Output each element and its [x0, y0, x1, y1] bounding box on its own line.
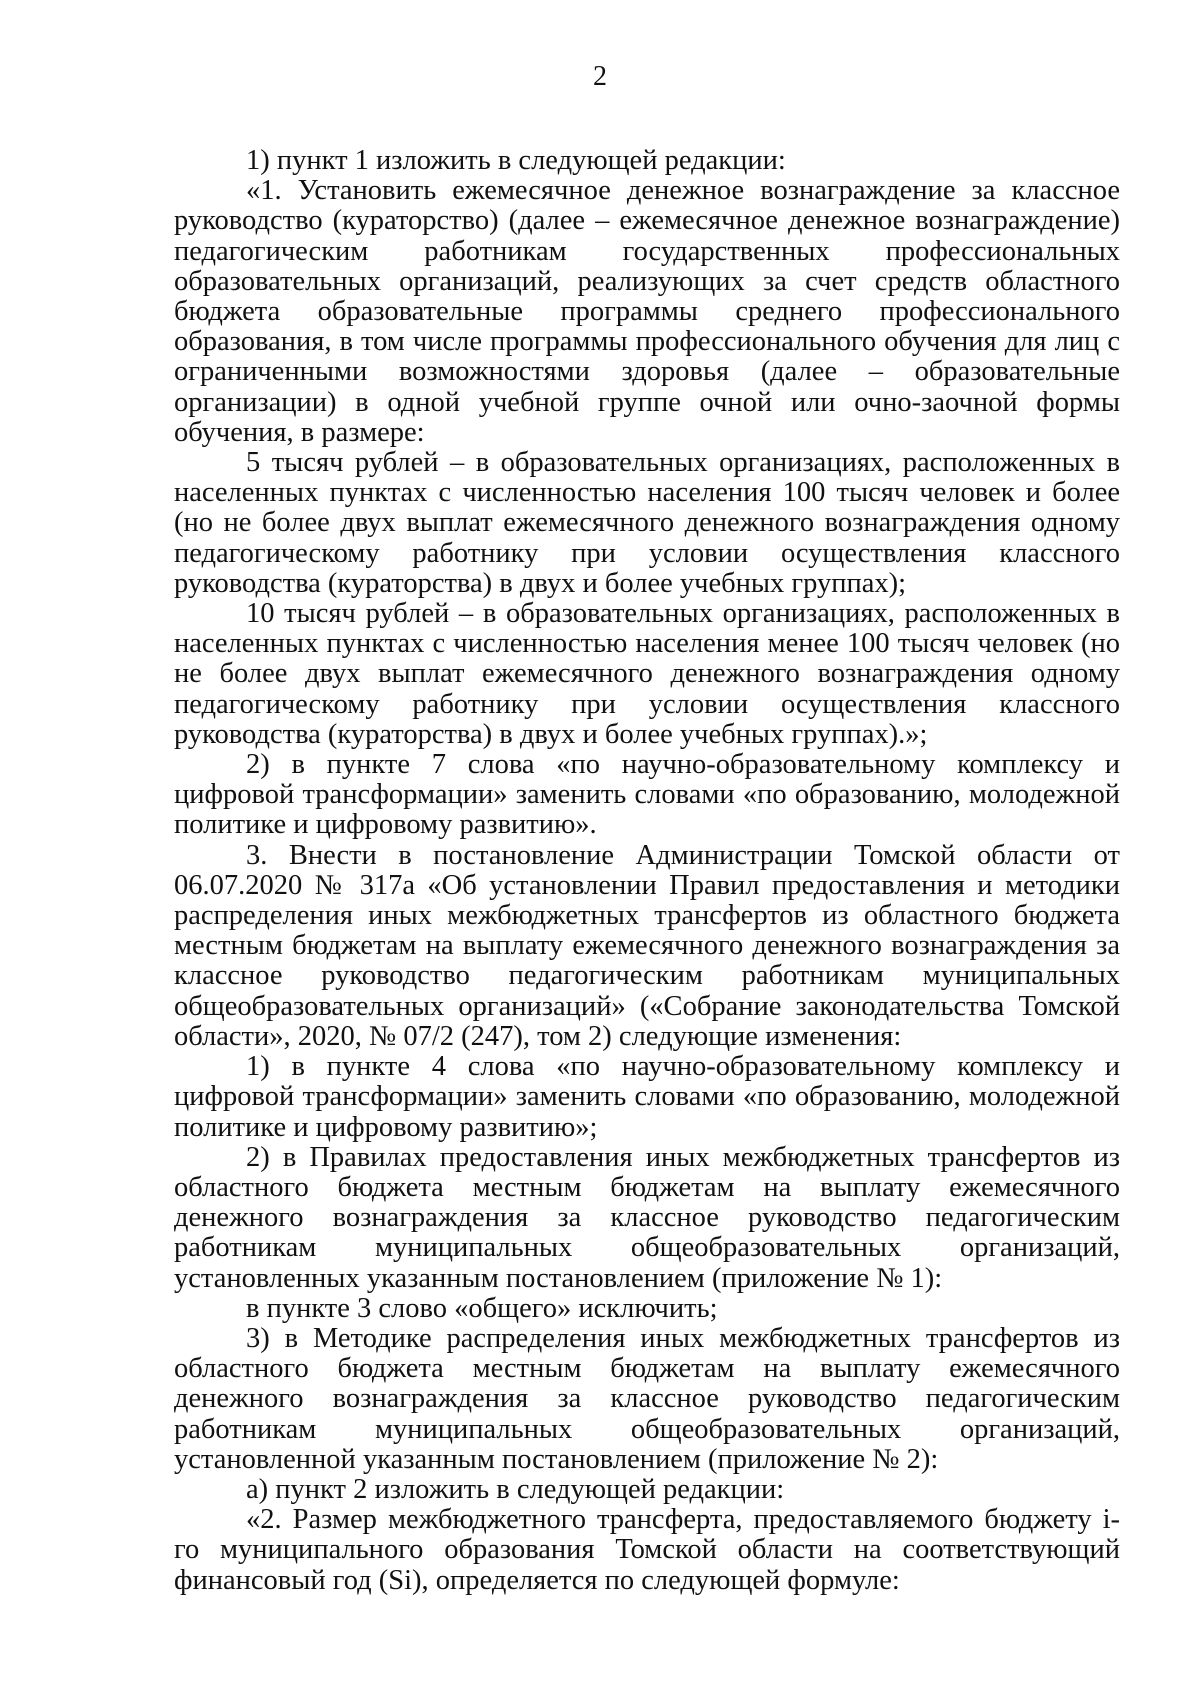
paragraph-section-3-item-1: 1) в пункте 4 слова «по научно-образовательному комплексу и цифровой трансформации» заменить словами «по образованию, молодежной политике и цифровому развитию»; [174, 1051, 1120, 1143]
paragraph-point-3-exclude: в пункте 3 слово «общего» исключить; [246, 1292, 718, 1324]
paragraph-subitem-a: а) пункт 2 изложить в следующей редакции: [246, 1473, 785, 1505]
paragraph-item-1-text: «1. Установить ежемесячное денежное вознаграждение за классное руководство (кураторство) (далее – ежемесячное денежное вознаграждение) педагогическим работникам государственных профессиональных образовательных организаций, реализующих за счет средств областного бюджета образовательные программы среднего профессионального образования, в том числе программы профессионального обучения для лиц с ограниченными возможностями здоровья (далее – образовательные организации) в одной учебной группе очной или очно-заочной формы обучения, в размере: [174, 175, 1120, 448]
paragraph-point-2-text: «2. Размер межбюджетного трансферта, предоставляемого бюджету i-го муниципального образования Томской области на соответствующий финансовый год (Si), определяется по следующей формуле: [174, 1504, 1120, 1596]
paragraph-section-3-item-3: 3) в Методике распределения иных межбюджетных трансфертов из областного бюджета местным бюджетам на выплату ежемесячного денежного вознаграждения за классное руководство педагогическим работникам муниципальных общеобразовательных организаций, установленной указанным постановлением (приложение № 2): [174, 1322, 1120, 1475]
page-number: 2 [593, 61, 607, 92]
paragraph-section-3-item-2: 2) в Правилах предоставления иных межбюджетных трансфертов из областного бюджета местным бюджетам на выплату ежемесячного денежного вознаграждения за классное руководство педагогическим работникам муниципальных общеобразовательных организаций, установленных указанным постановлением (приложение № 1): [174, 1141, 1120, 1294]
paragraph-5-thousand: 5 тысяч рублей – в образовательных организациях, расположенных в населенных пунктах с численностью населения 100 тысяч человек и более (но не более двух выплат ежемесячного денежного вознаграждения одному педагогическому работнику при условии осуществления классного руководства (кураторства) в двух и более учебных группах); [174, 447, 1120, 599]
document-body [174, 146, 1120, 1596]
paragraph-section-3: 3. Внести в постановление Администрации Томской области от 06.07.2020 № 317а «Об установлении Правил предоставления и методики распределения иных межбюджетных трансфертов из областного бюджета местным бюджетам на выплату ежемесячного денежного вознаграждения за классное руководство педагогическим работникам муниципальных общеобразовательных организаций» («Собрание законодательства Томской области», 2020, № 07/2 (247), том 2) следующие изменения: [174, 839, 1120, 1052]
paragraph-item-1-intro: 1) пункт 1 изложить в следующей редакции: [246, 145, 786, 176]
paragraph-10-thousand: 10 тысяч рублей – в образовательных организациях, расположенных в населенных пунктах с численностью населения менее 100 тысяч человек (но не более двух выплат ежемесячного денежного вознаграждения одному педагогическому работнику при условии осуществления классного руководства (кураторства) в двух и более учебных группах).»; [174, 598, 1120, 750]
paragraph-item-2-point-7: 2) в пункте 7 слова «по научно-образовательному комплексу и цифровой трансформации» заменить словами «по образованию, молодежной политике и цифровому развитию». [174, 749, 1120, 841]
